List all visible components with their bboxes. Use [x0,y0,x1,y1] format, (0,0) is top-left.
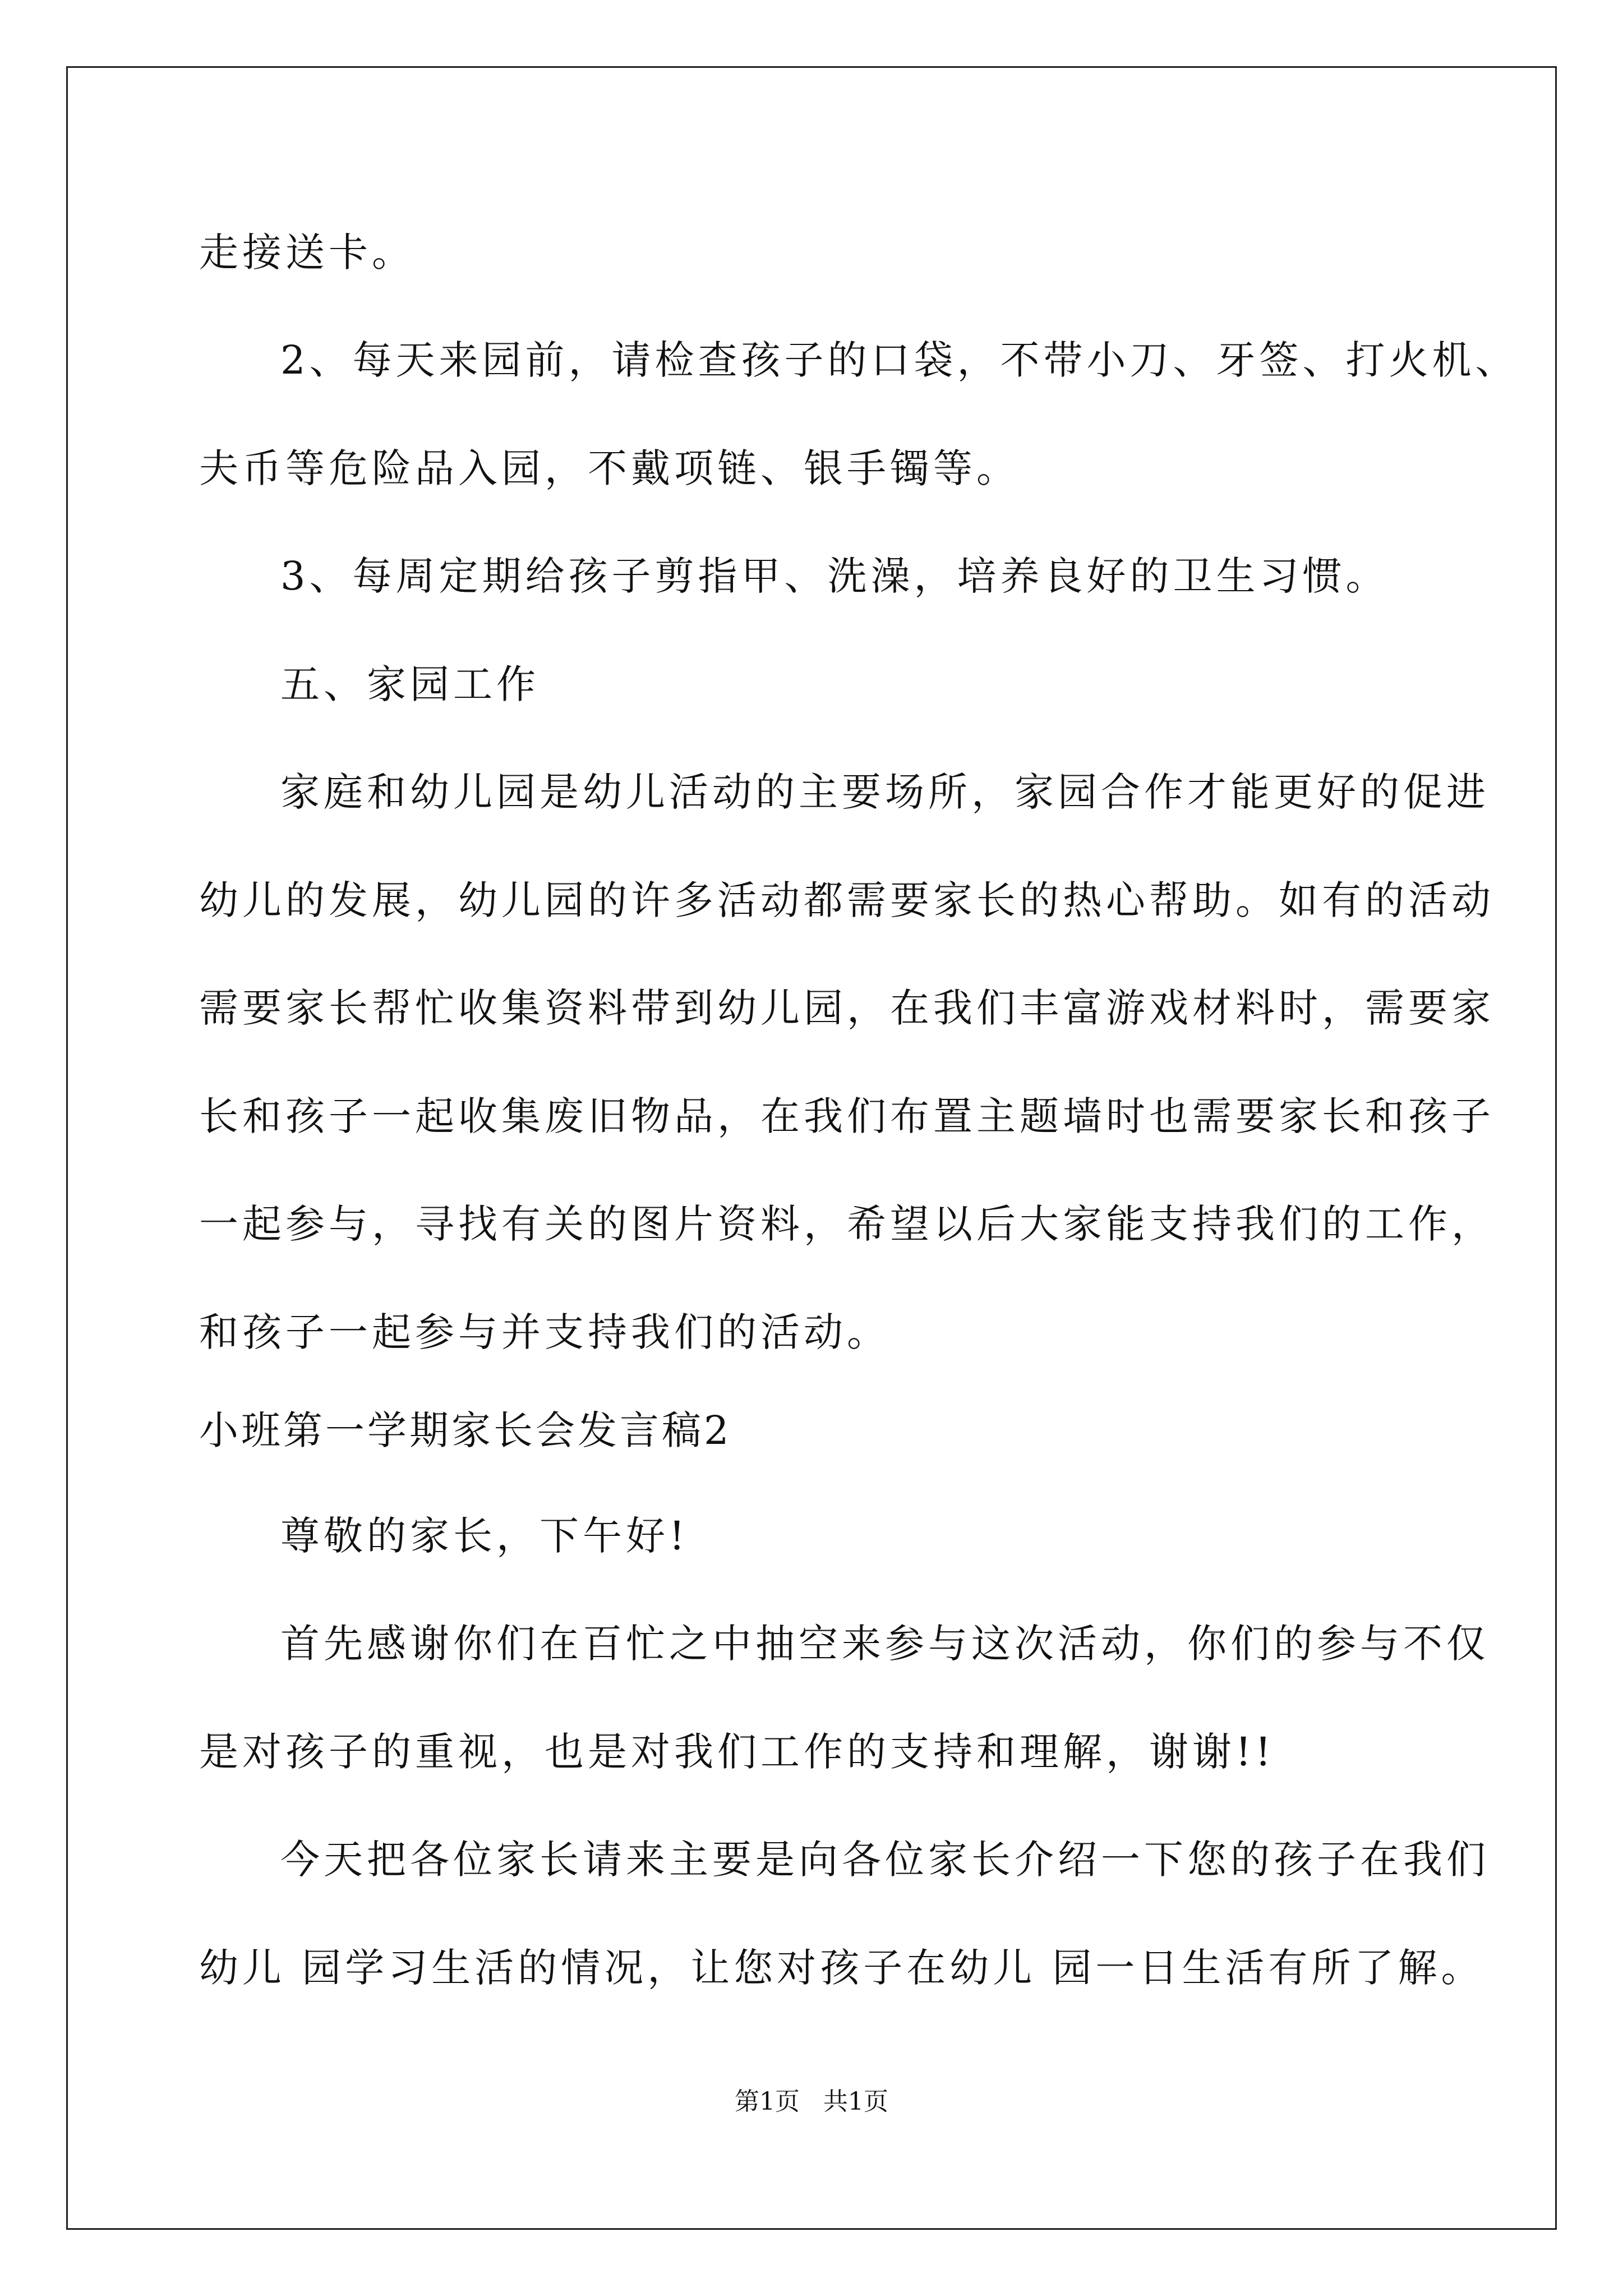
body-line: 和孩子一起参与并支持我们的活动。 [199,1309,890,1355]
body-line: 夫币等危险品入园，不戴项链、银手镯等。 [199,445,1020,491]
body-line: 一起参与，寻找有关的图片资料，希望以后大家能支持我们的工作， [199,1201,1495,1247]
body-line: 走接送卡。 [199,229,415,275]
body-line: 家庭和幼儿园是幼儿活动的主要场所，家园合作才能更好的促进 [280,769,1490,815]
body-line: 幼儿的发展，幼儿园的许多活动都需要家长的热心帮助。如有的活动 [199,877,1495,923]
document-title: 小班第一学期家长会发言稿2 [199,1407,732,1453]
body-line: 是对孩子的重视，也是对我们工作的支持和理解，谢谢!! [199,1729,1275,1775]
body-line: 今天把各位家长请来主要是向各位家长介绍一下您的孩子在我们 [280,1837,1490,1883]
page-border [66,66,1557,2230]
body-line: 长和孩子一起收集废旧物品，在我们布置主题墙时也需要家长和孩子 [199,1093,1495,1139]
body-line: 2、每天来园前，请检查孩子的口袋，不带小刀、牙签、打火机、 [280,337,1519,383]
body-line: 3、每周定期给孩子剪指甲、洗澡，培养良好的卫生习惯。 [280,553,1389,599]
body-line: 幼儿 园学习生活的情况，让您对孩子在幼儿 园一日生活有所了解。 [199,1945,1484,1991]
body-line: 首先感谢你们在百忙之中抽空来参与这次活动，你们的参与不仅 [280,1621,1490,1667]
page-number-footer: 第1页 共1页 [735,2087,888,2116]
section-heading: 五、家园工作 [280,661,540,707]
body-line: 需要家长帮忙收集资料带到幼儿园，在我们丰富游戏材料时，需要家 [199,985,1495,1031]
greeting-line: 尊敬的家长，下午好! [280,1513,689,1559]
